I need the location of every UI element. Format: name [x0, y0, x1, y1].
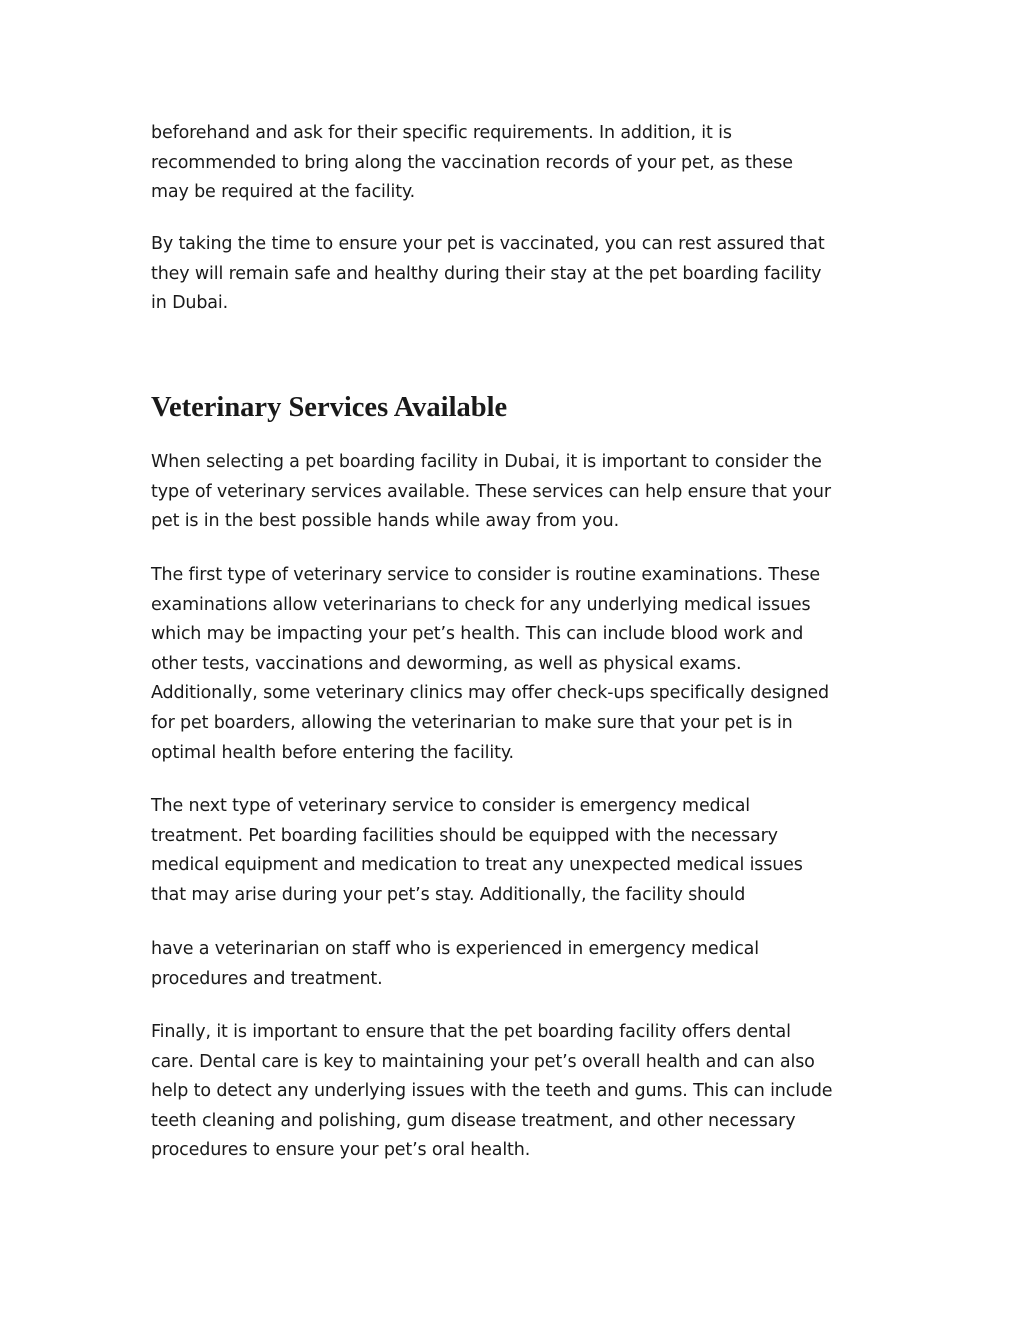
paragraph-emergency-treatment — [151, 792, 881, 910]
text-line: may be required at the facility. — [151, 182, 416, 203]
text-line: examinations allow veterinarians to check for any underlying medical issues — [151, 594, 811, 615]
text-line: Additionally, some veterinary clinics may offer check-ups specifically designed — [151, 683, 829, 704]
text-line: teeth cleaning and polishing, gum disease treatment, and other necessary — [151, 1110, 796, 1131]
text-line: optimal health before entering the facility. — [151, 742, 514, 763]
text-line: help to detect any underlying issues with the teeth and gums. This can include — [151, 1081, 833, 1102]
text-line: treatment. Pet boarding facilities should be equipped with the necessary — [151, 825, 778, 846]
text-line: they will remain safe and healthy during their stay at the pet boarding facility — [151, 263, 822, 284]
paragraph-routine-examinations — [151, 561, 881, 768]
text-line: in Dubai. — [151, 293, 228, 314]
text-line: procedures and treatment. — [151, 968, 383, 989]
text-line: that may arise during your pet’s stay. Additionally, the facility should — [151, 884, 746, 905]
text-line: medical equipment and medication to treat any unexpected medical issues — [151, 855, 803, 876]
text-line: procedures to ensure your pet’s oral health. — [151, 1140, 531, 1161]
paragraph-dental-care — [151, 1018, 881, 1166]
paragraph-emergency-staff — [151, 935, 881, 994]
text-line: The first type of veterinary service to consider is routine examinations. These — [151, 565, 821, 585]
paragraph-vaccination-records — [151, 119, 881, 208]
section-heading: Veterinary Services Available — [151, 392, 508, 423]
text-line: other tests, vaccinations and deworming, as well as physical exams. — [151, 653, 742, 674]
text-line: for pet boarders, allowing the veterinarian to make sure that your pet is in — [151, 712, 793, 733]
text-line: By taking the time to ensure your pet is vaccinated, you can rest assured that — [151, 234, 825, 254]
text-line: The next type of veterinary service to consider is emergency medical — [151, 796, 750, 816]
text-line: care. Dental care is key to maintaining your pet’s overall health and can also — [151, 1051, 815, 1072]
text-line: Finally, it is important to ensure that the pet boarding facility offers dental — [151, 1022, 791, 1042]
paragraph-intro — [151, 448, 881, 537]
text-line: beforehand and ask for their specific requirements. In addition, it is — [151, 123, 732, 143]
text-line: have a veterinarian on staff who is experienced in emergency medical — [151, 939, 759, 959]
text-line: pet is in the best possible hands while away from you. — [151, 511, 620, 532]
paragraph-vaccination-summary — [151, 230, 881, 319]
text-line: When selecting a pet boarding facility in Dubai, it is important to consider the — [151, 452, 822, 472]
text-line: which may be impacting your pet’s health. This can include blood work and — [151, 624, 804, 645]
text-line: recommended to bring along the vaccination records of your pet, as these — [151, 152, 793, 173]
text-line: type of veterinary services available. These services can help ensure that your — [151, 481, 831, 502]
